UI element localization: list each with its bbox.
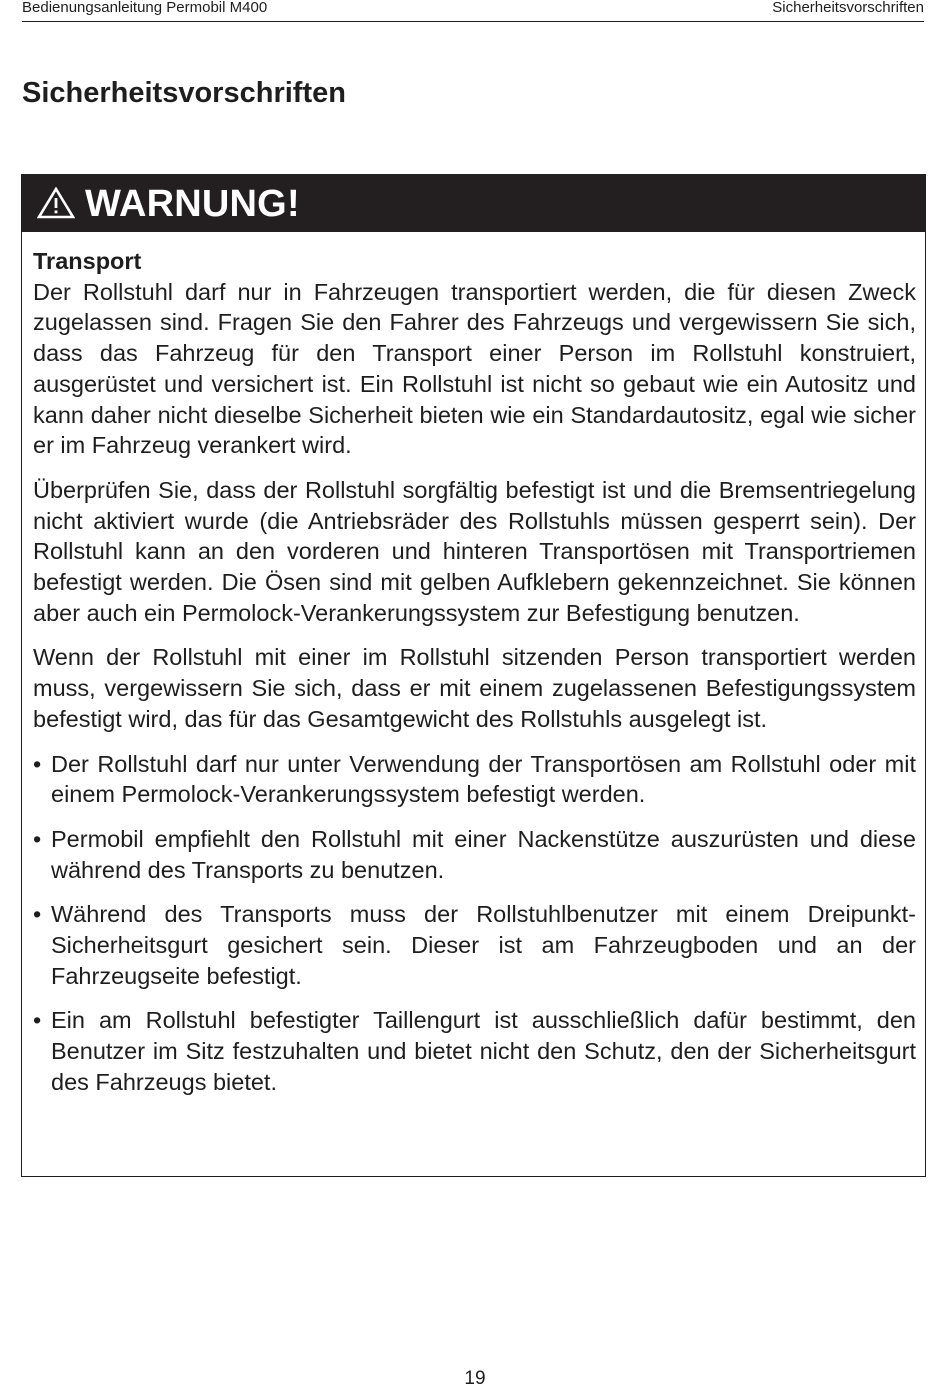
warning-title: WARNUNG! bbox=[85, 183, 300, 225]
bullet-icon: • bbox=[33, 750, 42, 777]
header-section-title: Sicherheitsvorschriften bbox=[772, 0, 924, 16]
section-heading: Transport bbox=[33, 248, 142, 274]
list-item-text: Permobil empfiehlt den Rollstuhl mit einer Nackenstütze auszurüsten und diese während des Transports zu benutzen. bbox=[51, 825, 916, 883]
list-item bbox=[33, 824, 916, 885]
bullet-icon: • bbox=[33, 901, 42, 928]
list-item-text: Ein am Rollstuhl befestigter Taillengurt ist ausschließlich dafür bestimmt, den Benutzer im Sitz festzuhalten und bietet nicht den Schutz, den der Sicherheitsgurt des Fahrzeugs bietet. bbox=[51, 1007, 916, 1095]
bullet-icon: • bbox=[33, 1007, 42, 1034]
paragraph: Wenn der Rollstuhl mit einer im Rollstuhl sitzenden Person transportiert werden muss, vergewissern Sie sich, dass er mit einem zugelassenen Befestigungssystem befestigt wird, das für das Gesamtgewicht des Rollstuhls ausgelegt ist. bbox=[33, 644, 916, 732]
page-title: Sicherheitsvorschriften bbox=[22, 77, 346, 109]
list-item bbox=[33, 899, 916, 991]
header-document-title: Bedienungsanleitung Permobil M400 bbox=[22, 0, 268, 16]
paragraph: Überprüfen Sie, dass der Rollstuhl sorgfältig befestigt ist und die Bremsentriegelung nicht aktiviert wurde (die Antriebsräder des Rollstuhls müssen gesperrt sein). Der Rollstuhl kann an den vorderen und hinteren Transportösen mit Transportriemen befestigt werden. Die Ösen sind mit gelben Aufklebern gekennzeichnet. Sie können aber auch ein Permolock-Verankerungssystem zur Befestigung benutzen. bbox=[33, 476, 916, 626]
running-header bbox=[22, 0, 924, 22]
bullet-icon: • bbox=[33, 825, 42, 852]
list-item-text: Der Rollstuhl darf nur unter Verwendung der Transportösen am Rollstuhl oder mit einem Permolock-Verankerungssystem befestigt werden. bbox=[51, 750, 916, 808]
list-item-text: Während des Transports muss der Rollstuhlbenutzer mit einem Dreipunkt-Sicherheitsgurt gesichert sein. Dieser ist am Fahrzeugboden und an der Fahrzeugseite befestigt. bbox=[51, 901, 916, 989]
paragraph: Der Rollstuhl darf nur in Fahrzeugen transportiert werden, die für diesen Zweck zugelassen sind. Fragen Sie den Fahrer des Fahrzeugs und vergewissern Sie sich, dass das Fahrzeug für den Transport einer Person im Rollstuhl konstruiert, ausgerüstet und versichert ist. Ein Rollstuhl ist nicht so gebaut wie ein Autositz und kann daher nicht dieselbe Sicherheit bieten wie ein Standardautositz, egal wie sicher er im Fahrzeug verankert wird. bbox=[33, 278, 916, 459]
warning-bar bbox=[22, 175, 925, 232]
list-item bbox=[33, 1005, 916, 1097]
page-number: 19 bbox=[464, 1368, 486, 1389]
warning-triangle-icon bbox=[37, 187, 75, 219]
list-item bbox=[33, 749, 916, 810]
bullet-list bbox=[33, 749, 916, 1098]
warning-body bbox=[33, 246, 916, 1112]
warning-box bbox=[21, 174, 926, 1177]
